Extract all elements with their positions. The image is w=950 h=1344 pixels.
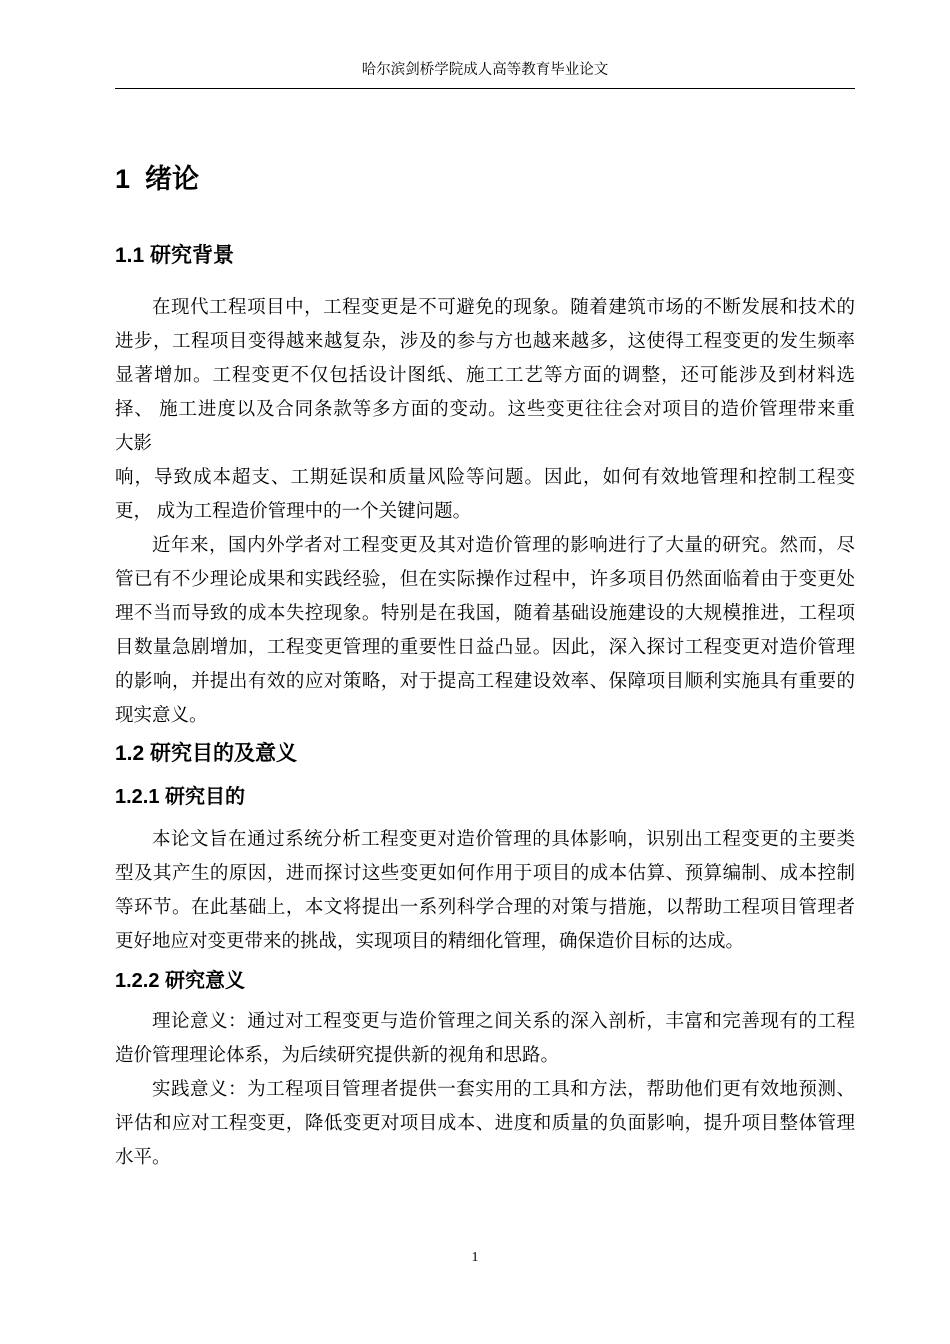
text-line: 择、 施工进度以及合同条款等多方面的变动。这些变更往往会对项目的造价管理带来重 bbox=[115, 400, 855, 420]
text-line: 本论文旨在通过系统分析工程变更对造价管理的具体影响，识别出工程变更的主要类 bbox=[152, 830, 855, 850]
text-line: 响，导致成本超支、工期延误和质量风险等问题。因此，如何有效地管理和控制工程变 bbox=[115, 468, 855, 488]
text-line: 型及其产生的原因，进而探讨这些变更如何作用于项目的成本估算、预算编制、成本控制 bbox=[115, 864, 855, 884]
page-number: 1 bbox=[471, 1250, 479, 1265]
paragraph-5 bbox=[115, 1073, 855, 1175]
text-line: 更好地应对变更带来的挑战，实现项目的精细化管理，确保造价目标的达成。 bbox=[115, 932, 745, 952]
text-line: 理不当而导致的成本失控现象。特别是在我国，随着基础设施建设的大规模推进，工程项 bbox=[115, 604, 855, 624]
page-header bbox=[115, 62, 855, 89]
text-line: 更， 成为工程造价管理中的一个关键问题。 bbox=[115, 502, 472, 522]
running-head: 哈尔滨剑桥学院成人高等教育毕业论文 bbox=[361, 62, 609, 78]
text-line: 实践意义：为工程项目管理者提供一套实用的工具和方法，帮助他们更有效地预测、 bbox=[152, 1080, 855, 1100]
section-1-1-title: 1.1 研究背景 bbox=[115, 244, 235, 267]
text-line: 理论意义：通过对工程变更与造价管理之间关系的深入剖析，丰富和完善现有的工程 bbox=[152, 1012, 855, 1032]
text-line: 目数量急剧增加，工程变更管理的重要性日益凸显。因此，深入探讨工程变更对造价管理 bbox=[115, 638, 855, 658]
paragraph-4 bbox=[115, 1005, 855, 1073]
text-line: 水平。 bbox=[115, 1148, 171, 1168]
text-line: 现实意义。 bbox=[115, 706, 208, 726]
paragraph-2 bbox=[115, 529, 855, 733]
text-line: 的影响，并提出有效的应对策略，对于提高工程建设效率、保障项目顺利实施具有重要的 bbox=[115, 672, 855, 692]
text-line: 进步，工程项目变得越来越复杂，涉及的参与方也越来越多，这使得工程变更的发生频率 bbox=[115, 332, 855, 352]
text-line: 造价管理理论体系，为后续研究提供新的视角和思路。 bbox=[115, 1046, 560, 1066]
text-line: 近年来，国内外学者对工程变更及其对造价管理的影响进行了大量的研究。然而，尽 bbox=[152, 536, 855, 556]
text-line: 等环节。在此基础上，本文将提出一系列科学合理的对策与措施，以帮助工程项目管理者 bbox=[115, 898, 855, 918]
page-footer bbox=[0, 1248, 950, 1266]
text-line: 大影 bbox=[115, 434, 153, 454]
text-line: 管已有不少理论成果和实践经验，但在实际操作过程中，许多项目仍然面临着由于变更处 bbox=[115, 570, 855, 590]
text-line: 在现代工程项目中，工程变更是不可避免的现象。随着建筑市场的不断发展和技术的 bbox=[152, 298, 855, 318]
section-1-2-1-title: 1.2.1 研究目的 bbox=[115, 786, 246, 808]
chapter-title: 1 绪论 bbox=[115, 164, 200, 194]
paragraph-3 bbox=[115, 823, 855, 959]
text-line: 评估和应对工程变更，降低变更对项目成本、进度和质量的负面影响，提升项目整体管理 bbox=[115, 1114, 855, 1134]
text-line: 显著增加。工程变更不仅包括设计图纸、施工工艺等方面的调整，还可能涉及到材料选 bbox=[115, 366, 855, 386]
section-1-2-title: 1.2 研究目的及意义 bbox=[115, 742, 298, 765]
paragraph-1 bbox=[115, 291, 855, 529]
section-1-2-2-title: 1.2.2 研究意义 bbox=[115, 970, 246, 992]
